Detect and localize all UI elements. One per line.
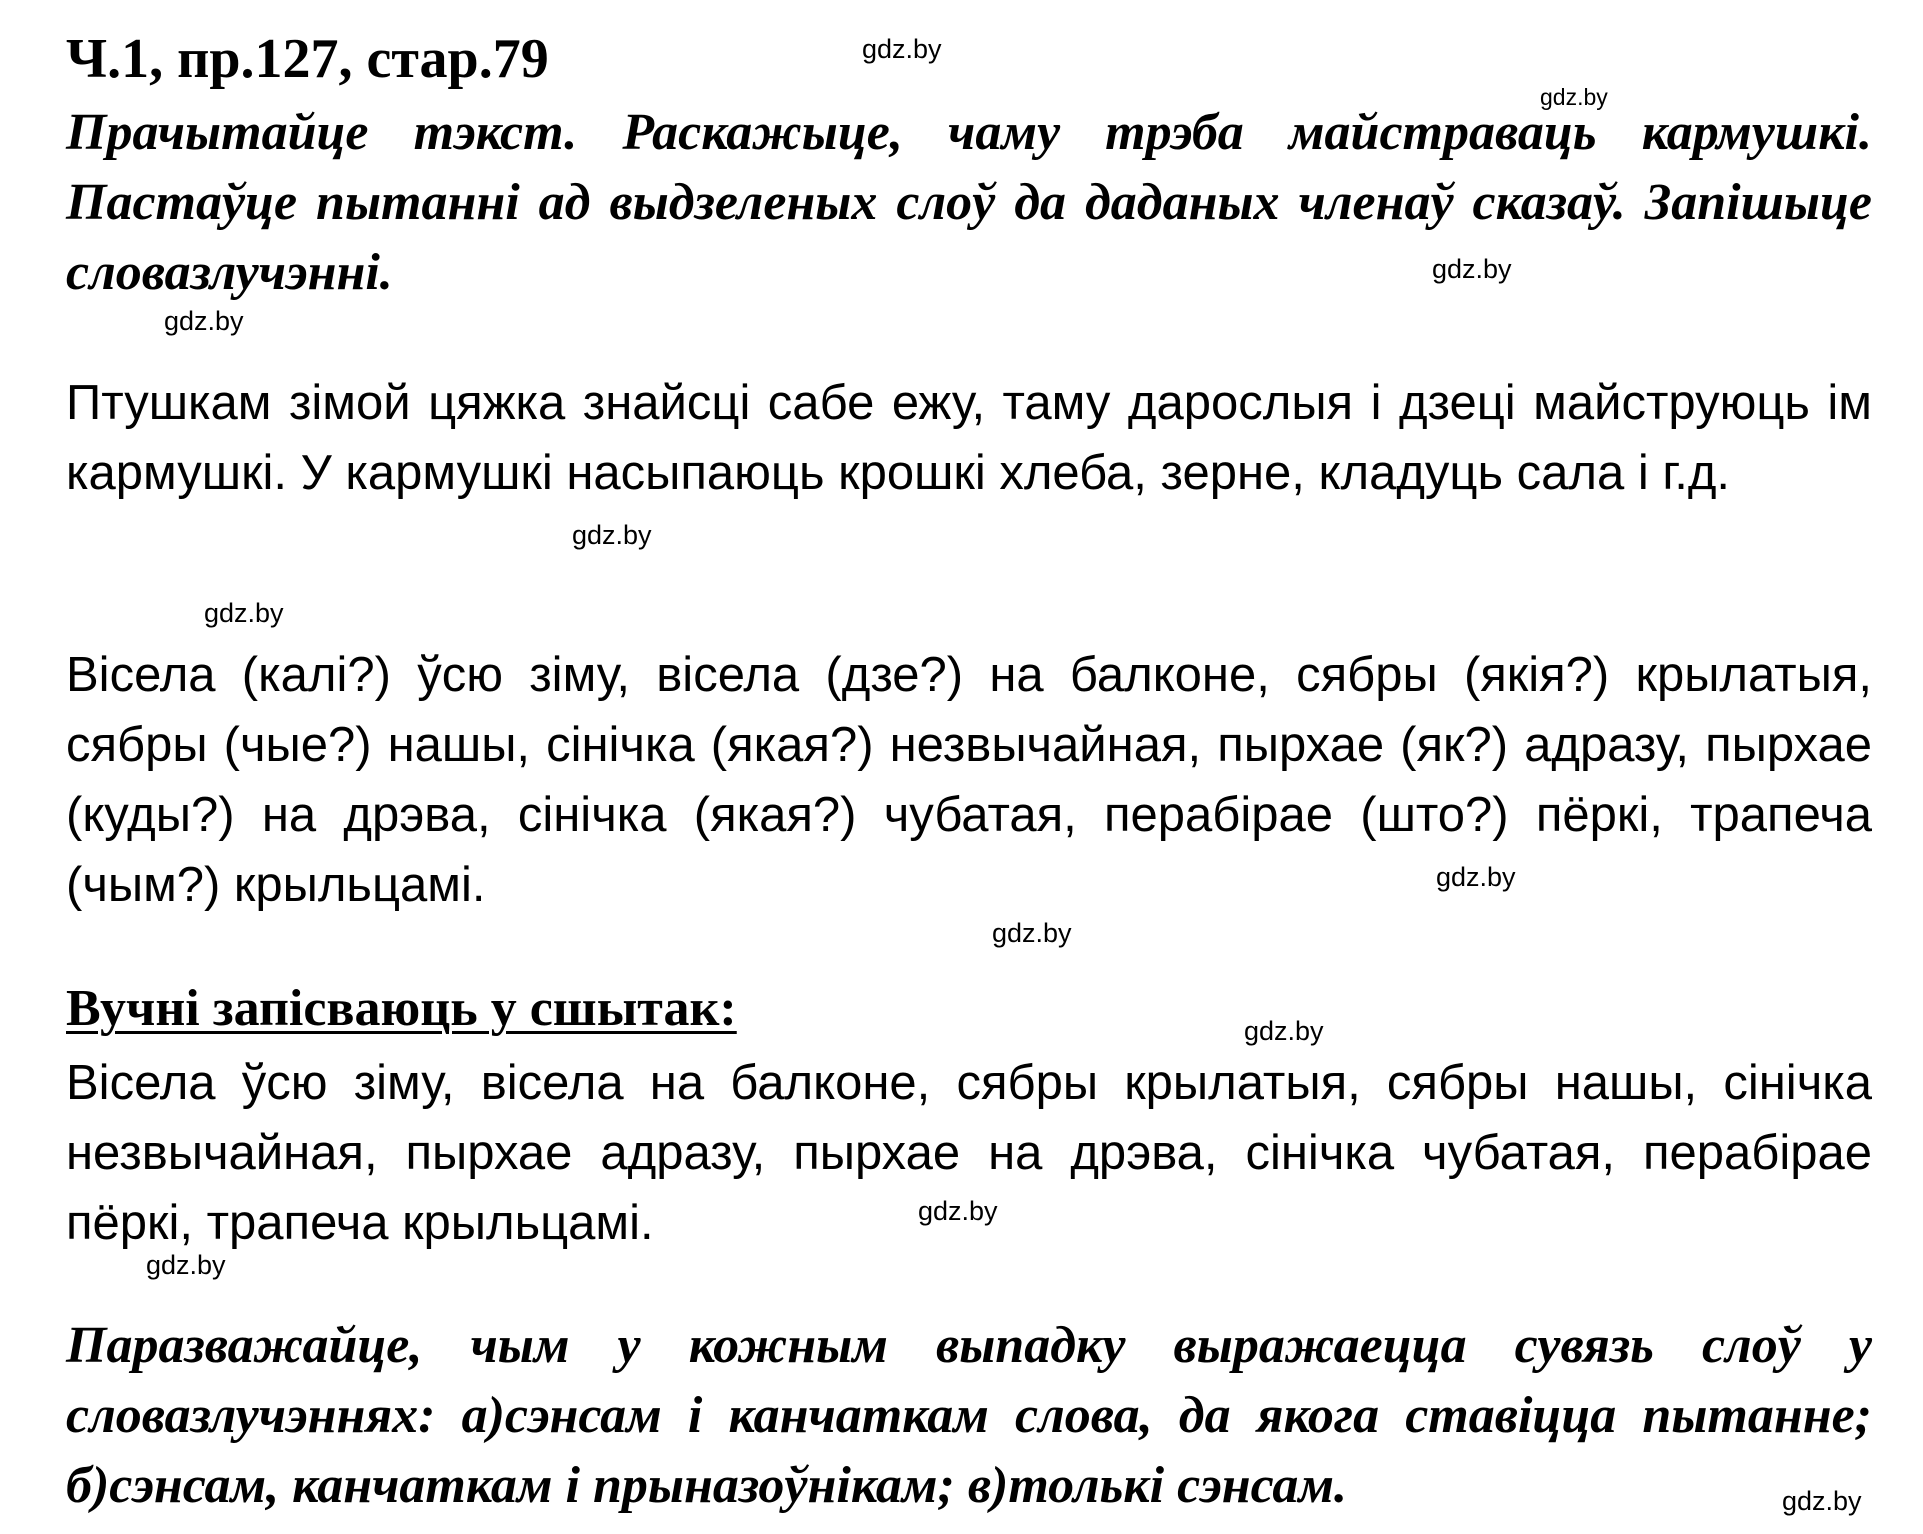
page-title: Ч.1, пр.127, стар.79 — [66, 28, 549, 90]
watermark: gdz.by — [1540, 84, 1608, 110]
watermark: gdz.by — [1432, 254, 1512, 284]
text-paragraph-1: Птушкам зімой цяжка знайсці сабе ежу, таму дарослыя і дзеці майструюць ім кармушкі. У кармушкі насыпаюць крошкі хлеба, зерне, кладуць сала і г.д. — [66, 376, 1872, 500]
watermark: gdz.by — [572, 520, 652, 550]
task-instruction: Прачытайце тэкст. Раскажыце, чаму трэба майстраваць кармушкі. Пастаўце пытанні ад выдзеленых слоў да даданых членаў сказаў. Запішыце словазлучэнні. — [66, 104, 1872, 301]
question-text: Паразважайце, чым у кожным выпадку выражаецца сувязь слоў у словазлучэннях: а)сэнсам і канчаткам слова, да якога ставіцца пытанне; б)сэнсам, канчаткам і прыназоўнікам; в)толькі сэнсам. — [66, 1317, 1872, 1514]
answer-text: Вісела ўсю зіму, вісела на балконе, сябры крылатыя, сябры нашы, сінічка незвычайная, пырхае адразу, пырхае на дрэва, сінічка чубатая, перабірае пёркі, трапеча крыльцамі. — [66, 1056, 1872, 1250]
watermark: gdz.by — [918, 1196, 998, 1226]
watermark: gdz.by — [1244, 1016, 1324, 1046]
watermark: gdz.by — [164, 306, 244, 336]
watermark: gdz.by — [146, 1250, 226, 1280]
watermark: gdz.by — [862, 34, 942, 64]
answer-heading: Вучні запісваюць у сшытак: — [66, 980, 737, 1037]
watermark: gdz.by — [1436, 862, 1516, 892]
watermark: gdz.by — [204, 598, 284, 628]
watermark: gdz.by — [1782, 1486, 1862, 1516]
watermark: gdz.by — [992, 918, 1072, 948]
text-paragraph-2: Вісела (калі?) ўсю зіму, вісела (дзе?) на балконе, сябры (якія?) крылатыя, сябры (чые?) нашы, сінічка (якая?) незвычайная, пырхае (як?) адразу, пырхае (куды?) на дрэва, сінічка (якая?) чубатая, перабірае (што?) пёркі, трапеча (чым?) крыльцамі. — [66, 648, 1872, 912]
